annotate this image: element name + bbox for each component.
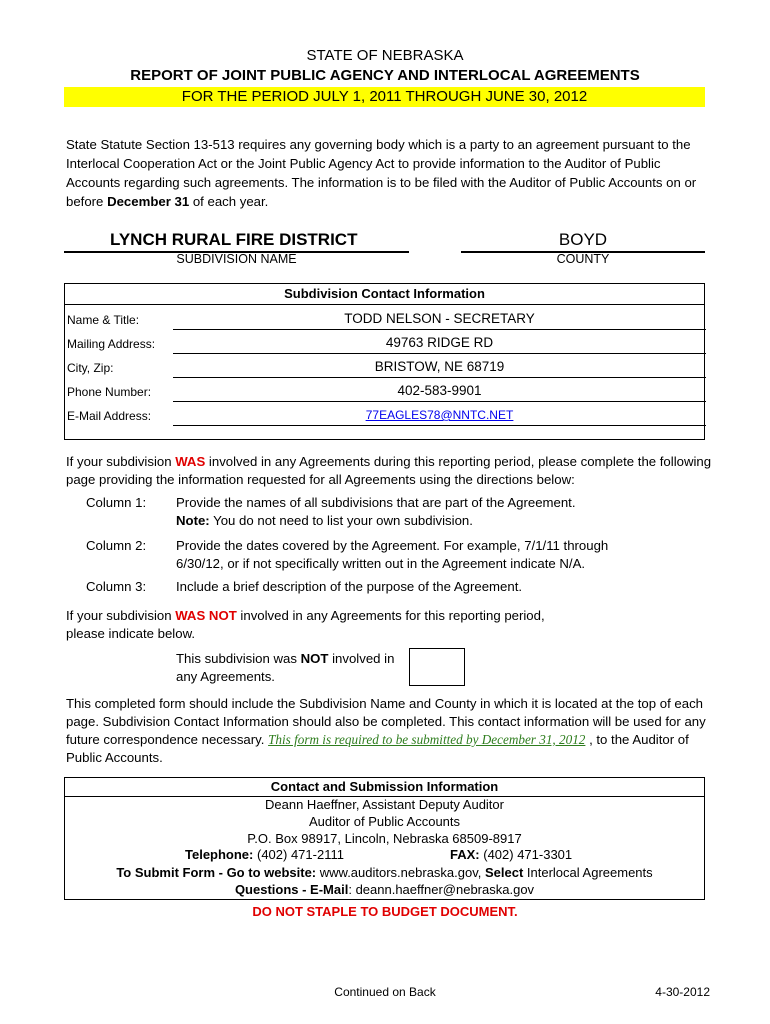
questions-email: [65, 881, 704, 898]
questions-value: : deann.haeffner@nebraska.gov: [348, 882, 535, 897]
email-address-field[interactable]: [173, 404, 706, 426]
fax-label: FAX:: [450, 847, 480, 862]
state-heading: STATE OF NEBRASKA: [306, 47, 464, 64]
contact-info-box: [64, 283, 705, 440]
mailing-address-label: Mailing Address:: [67, 337, 156, 351]
contact-row-email: [65, 404, 704, 428]
divider: [65, 304, 704, 305]
select-label: Select: [484, 865, 524, 880]
statute-paragraph: [66, 135, 711, 211]
city-zip-label: City, Zip:: [67, 361, 114, 375]
telephone-label: Telephone:: [185, 847, 254, 862]
submit-website: www.auditors.nebraska.gov,: [316, 865, 485, 880]
was-rest: involved in any Agreements during this reporting period, please complete the following page providing the information requested for all Agreements using the directions below:: [66, 454, 712, 487]
subdivision-name-field[interactable]: [64, 229, 409, 253]
completion-paragraph: [66, 695, 714, 767]
statute-text-end: of each year.: [189, 194, 269, 209]
completion-text: This completed form should include the Subdivision Name and County in which it is located at the top of each page. Subdivision Contact Information should also be completed. This contact information will be used for any future correspondence necessary.: [66, 696, 706, 747]
column-1-description: Provide the names of all subdivisions that are part of the Agreement.: [176, 495, 576, 510]
contact-info-heading: Subdivision Contact Information: [284, 286, 485, 301]
questions-label: Questions - E-Mail: [234, 882, 349, 897]
was-not-lead: If your subdivision: [66, 608, 176, 623]
was-not-emphasis: WAS NOT: [175, 608, 237, 623]
name-title-label: Name & Title:: [67, 313, 140, 327]
column-3-label: Column 3:: [86, 579, 147, 594]
phone-number-field[interactable]: 402-583-9901: [173, 380, 706, 402]
was-not-paragraph: [66, 607, 586, 643]
county-field[interactable]: BOYD: [461, 229, 705, 253]
county-caption: COUNTY: [556, 252, 610, 266]
auditor-address: P.O. Box 98917, Lincoln, Nebraska 68509-8917: [247, 831, 522, 846]
fax-value: (402) 471-3301: [479, 847, 573, 862]
phone-number-label: Phone Number:: [67, 385, 152, 399]
not-emphasis: NOT: [300, 651, 329, 666]
note-label: Note:: [176, 513, 210, 528]
column-1-text: [176, 494, 676, 530]
email-address-label: E-Mail Address:: [67, 409, 152, 423]
reporting-period: FOR THE PERIOD JULY 1, 2011 THROUGH JUNE 30, 2012: [64, 87, 705, 107]
column-2-label: Column 2:: [86, 538, 147, 553]
name-title-field[interactable]: TODD NELSON - SECRETARY: [173, 308, 706, 330]
submission-heading: Contact and Submission Information: [270, 779, 499, 794]
was-emphasis: WAS: [175, 454, 206, 469]
not-involved-checkbox[interactable]: [409, 648, 465, 686]
submit-instructions: [65, 864, 704, 881]
contact-row-name: [65, 308, 704, 332]
subdivision-name-value: LYNCH RURAL FIRE DISTRICT: [110, 230, 358, 249]
select-text: Interlocal Agreements: [523, 865, 653, 880]
statute-text: State Statute Section 13-513 requires any governing body which is a party to an agreement pursuant to the Interlocal Cooperation Act or the Joint Public Agency Act to provide information to the Auditor of Public Accounts regarding such agreements. The information is to be filed with the Auditor of Public Accounts on or before: [66, 137, 697, 209]
not-involved-statement: [176, 650, 416, 686]
column-2-text: Provide the dates covered by the Agreement. For example, 7/1/11 through 6/30/12, or if not specifically written out in the Agreement indicate N/A.: [176, 538, 609, 571]
auditor-office: Auditor of Public Accounts: [308, 814, 461, 829]
column-1-label: Column 1:: [86, 495, 147, 510]
auditor-name: Deann Haeffner, Assistant Deputy Auditor: [265, 797, 504, 812]
column-3-text: Include a brief description of the purpose of the Agreement.: [176, 579, 523, 594]
submission-info-box: [64, 777, 705, 900]
continued-on-back: Continued on Back: [334, 985, 436, 999]
city-zip-field[interactable]: BRISTOW, NE 68719: [173, 356, 706, 378]
submission-deadline-note: This form is required to be submitted by December 31, 2012: [268, 732, 586, 747]
completion-tail: , to the Auditor of Public Accounts.: [66, 732, 689, 765]
subdivision-name-caption: SUBDIVISION NAME: [176, 252, 297, 266]
email-link[interactable]: 77EAGLES78@NNTC.NET: [365, 408, 514, 422]
telephone-value: (402) 471-2111: [253, 847, 344, 862]
statute-deadline: December 31: [107, 194, 190, 209]
contact-row-city: [65, 356, 704, 380]
report-title: REPORT OF JOINT PUBLIC AGENCY AND INTERLOCAL AGREEMENTS: [130, 67, 640, 84]
no-staple-warning: DO NOT STAPLE TO BUDGET DOCUMENT.: [252, 904, 518, 919]
was-not-rest: involved in any Agreements for this reporting period, please indicate below.: [66, 608, 545, 641]
mailing-address-field[interactable]: 49763 RIDGE RD: [173, 332, 706, 354]
was-paragraph: [66, 453, 716, 489]
contact-row-mailing: [65, 332, 704, 356]
form-date: 4-30-2012: [655, 985, 710, 999]
was-lead: If your subdivision: [66, 454, 176, 469]
contact-row-phone: [65, 380, 704, 404]
submit-label: To Submit Form - Go to website:: [116, 865, 317, 880]
not-involved-text: This subdivision was: [176, 651, 301, 666]
note-text: You do not need to list your own subdivision.: [209, 513, 473, 528]
telephone: [185, 847, 344, 862]
fax: [450, 847, 572, 862]
not-involved-text-end: involved in any Agreements.: [176, 651, 395, 684]
